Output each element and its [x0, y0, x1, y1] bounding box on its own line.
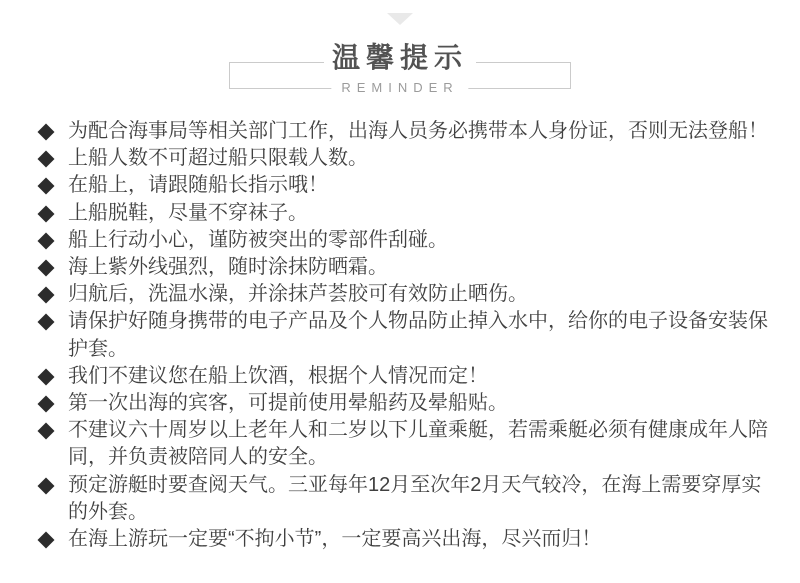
diamond-bullet-icon [38, 423, 55, 440]
list-item [38, 390, 768, 417]
list-item [38, 227, 768, 254]
list-item-text: 不建议六十周岁以上老年人和二岁以下儿童乘艇，若需乘艇必须有健康成年人陪同，并负责被陪同人的安全。 [68, 419, 768, 469]
list-item-text: 请保护好随身携带的电子产品及个人物品防止掉入水中，给你的电子设备安装保护套。 [68, 310, 768, 360]
diamond-bullet-icon [38, 287, 55, 304]
diamond-bullet-icon [38, 314, 55, 331]
list-item [38, 281, 768, 308]
diamond-bullet-icon [38, 396, 55, 413]
list-item-text: 上船脱鞋，尽量不穿袜子。 [68, 201, 308, 224]
triangle-down-icon [387, 13, 413, 25]
list-item [38, 417, 768, 471]
list-item [38, 526, 768, 553]
list-item [38, 363, 768, 390]
diamond-bullet-icon [38, 477, 55, 494]
diamond-bullet-icon [38, 124, 55, 141]
list-item-text: 船上行动小心，谨防被突出的零部件刮碰。 [68, 228, 448, 251]
list-item [38, 118, 768, 145]
list-item [38, 172, 768, 199]
list-item-text: 在船上，请跟随船长指示哦！ [68, 174, 328, 197]
diamond-bullet-icon [38, 178, 55, 195]
diamond-bullet-icon [38, 532, 55, 549]
list-item-text: 我们不建议您在船上饮酒，根据个人情况而定！ [68, 364, 488, 387]
list-item-text: 预定游艇时要查阅天气。三亚每年12月至次年2月天气较冷，在海上需要穿厚实的外套。 [68, 473, 762, 523]
diamond-bullet-icon [38, 260, 55, 277]
diamond-bullet-icon [38, 151, 55, 168]
list-item-text: 归航后，洗温水澡，并涂抹芦荟胶可有效防止晒伤。 [68, 283, 528, 306]
reminder-list [38, 118, 768, 553]
page-subtitle: REMINDER [331, 80, 468, 96]
diamond-bullet-icon [38, 232, 55, 249]
list-item [38, 200, 768, 227]
list-item [38, 254, 768, 281]
list-item [38, 472, 768, 526]
diamond-bullet-icon [38, 205, 55, 222]
list-item-text: 上船人数不可超过船只限载人数。 [68, 147, 368, 170]
list-item-text: 在海上游玩一定要“不拘小节”，一定要高兴出海，尽兴而归！ [68, 528, 602, 551]
list-item-text: 第一次出海的宾客，可提前使用晕船药及晕船贴。 [68, 392, 508, 415]
list-item-text: 海上紫外线强烈，随时涂抹防晒霜。 [68, 256, 388, 279]
page-title: 温馨提示 [324, 41, 476, 75]
list-item [38, 145, 768, 172]
list-item [38, 308, 768, 362]
header-frame [229, 42, 571, 95]
list-item-text: 为配合海事局等相关部门工作，出海人员务必携带本人身份证，否则无法登船！ [68, 120, 768, 142]
diamond-bullet-icon [38, 368, 55, 385]
